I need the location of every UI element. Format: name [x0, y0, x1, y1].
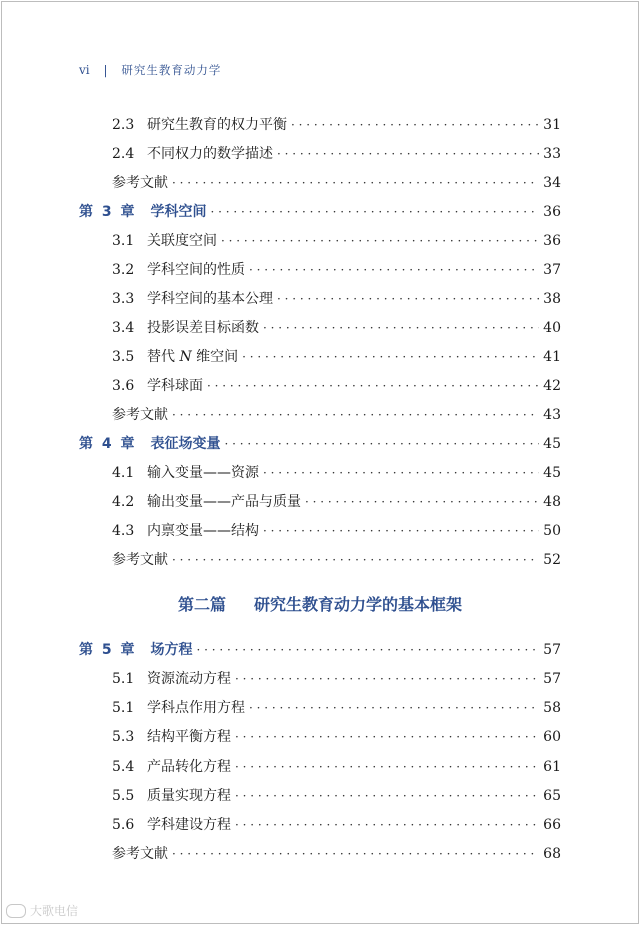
- page-number: vi: [79, 63, 90, 77]
- chapter-label: 第 3 章: [79, 204, 137, 220]
- entry-page: 50: [543, 523, 561, 539]
- part-label: 第二篇: [177, 595, 226, 614]
- section-number: 3.6: [112, 378, 135, 394]
- entry-page: 42: [543, 378, 561, 394]
- toc-references[interactable]: [112, 844, 561, 864]
- toc-entry[interactable]: [112, 786, 561, 806]
- toc-chapter[interactable]: [79, 434, 561, 454]
- entry-page: 36: [543, 204, 561, 220]
- section-number: 3.4: [112, 320, 135, 336]
- dot-leader: [221, 231, 539, 251]
- entry-page: 43: [543, 407, 561, 423]
- section-number: 5.6: [112, 817, 135, 833]
- entry-title-suffix: 维空间: [191, 349, 239, 365]
- toc-references[interactable]: [112, 405, 561, 425]
- dot-leader: [263, 318, 539, 338]
- header-separator: |: [103, 63, 108, 77]
- dot-leader: [172, 173, 539, 193]
- entry-page: 66: [543, 817, 561, 833]
- entry-title: 研究生教育的权力平衡: [147, 117, 287, 133]
- toc-entry[interactable]: [112, 757, 561, 777]
- entry-title: 输出变量——产品与质量: [147, 494, 301, 510]
- entry-page: 57: [543, 642, 561, 658]
- dot-leader: [235, 815, 539, 835]
- section-number: 5.3: [112, 729, 135, 745]
- entry-page: 61: [543, 759, 561, 775]
- entry-page: 37: [543, 262, 561, 278]
- dot-leader: [249, 698, 539, 718]
- entry-title: 学科建设方程: [147, 817, 231, 833]
- dot-leader: [242, 347, 539, 367]
- toc-entry[interactable]: [112, 289, 561, 309]
- section-number: 5.4: [112, 759, 135, 775]
- dot-leader: [291, 115, 539, 135]
- entry-page: 34: [543, 175, 561, 191]
- dot-leader: [277, 289, 539, 309]
- watermark: [6, 902, 78, 919]
- toc-chapter[interactable]: [79, 202, 561, 222]
- toc-entry[interactable]: [112, 727, 561, 747]
- toc-chapter[interactable]: [79, 640, 561, 660]
- dot-leader: [207, 376, 539, 396]
- entry-title: 学科空间的性质: [147, 262, 245, 278]
- toc-entry[interactable]: [112, 815, 561, 835]
- entry-page: 38: [543, 291, 561, 307]
- toc-entry[interactable]: [112, 347, 561, 367]
- entry-title-prefix: 替代: [147, 349, 180, 365]
- entry-page: 57: [543, 671, 561, 687]
- dot-leader: [263, 521, 539, 541]
- toc-entry[interactable]: [112, 260, 561, 280]
- entry-title: 质量实现方程: [147, 788, 231, 804]
- toc-entry[interactable]: [112, 463, 561, 483]
- entry-title: 结构平衡方程: [147, 729, 231, 745]
- entry-page: 31: [543, 117, 561, 133]
- dot-leader: [197, 640, 540, 660]
- entry-page: 48: [543, 494, 561, 510]
- section-number: 2.3: [112, 117, 135, 133]
- dot-leader: [235, 727, 539, 747]
- entry-page: 45: [543, 436, 561, 452]
- entry-title: 内禀变量——结构: [147, 523, 259, 539]
- section-number: 4.2: [112, 494, 135, 510]
- chapter-label: 第 5 章: [79, 642, 137, 658]
- section-number: 4.1: [112, 465, 135, 481]
- toc-references[interactable]: [112, 173, 561, 193]
- entry-title: 参考文献: [112, 407, 168, 423]
- entry-title: 投影误差目标函数: [147, 320, 259, 336]
- dot-leader: [225, 434, 540, 454]
- section-number: 3.5: [112, 349, 135, 365]
- entry-title: 不同权力的数学描述: [147, 146, 273, 162]
- part-heading: [0, 592, 640, 615]
- entry-page: 41: [543, 349, 561, 365]
- entry-page: 68: [543, 846, 561, 862]
- entry-page: 40: [543, 320, 561, 336]
- entry-title: 学科点作用方程: [147, 700, 245, 716]
- dot-leader: [172, 844, 539, 864]
- chapter-title: 表征场变量: [150, 436, 221, 452]
- entry-page: 52: [543, 552, 561, 568]
- toc-entry[interactable]: [112, 144, 561, 164]
- toc-entry[interactable]: [112, 231, 561, 251]
- dot-leader: [263, 463, 539, 483]
- entry-title: 参考文献: [112, 175, 168, 191]
- section-number: 3.2: [112, 262, 135, 278]
- dot-leader: [235, 669, 539, 689]
- entry-page: 65: [543, 788, 561, 804]
- entry-title: 学科球面: [147, 378, 203, 394]
- section-number: 5.1: [112, 671, 135, 687]
- entry-page: 33: [543, 146, 561, 162]
- entry-page: 60: [543, 729, 561, 745]
- toc-entry[interactable]: [112, 669, 561, 689]
- entry-page: 36: [543, 233, 561, 249]
- dot-leader: [211, 202, 540, 222]
- entry-page: 58: [543, 700, 561, 716]
- toc-entry[interactable]: [112, 318, 561, 338]
- watermark-logo-icon: [6, 904, 26, 918]
- section-number: 3.1: [112, 233, 135, 249]
- entry-title: 资源流动方程: [147, 671, 231, 687]
- dot-leader: [235, 786, 539, 806]
- entry-title: 参考文献: [112, 552, 168, 568]
- entry-title: 输入变量——资源: [147, 465, 259, 481]
- toc-entry[interactable]: [112, 521, 561, 541]
- section-number: 4.3: [112, 523, 135, 539]
- part-title: 研究生教育动力学的基本框架: [254, 595, 463, 614]
- toc-entry[interactable]: [112, 115, 561, 135]
- entry-title: [147, 347, 238, 367]
- dot-leader: [172, 405, 539, 425]
- chapter-label: 第 4 章: [79, 436, 137, 452]
- chapter-title: 场方程: [150, 642, 193, 658]
- entry-title: 产品转化方程: [147, 759, 231, 775]
- toc-references[interactable]: [112, 550, 561, 570]
- entry-title: 学科空间的基本公理: [147, 291, 273, 307]
- entry-page: 45: [543, 465, 561, 481]
- toc-entry[interactable]: [112, 492, 561, 512]
- section-number: 3.3: [112, 291, 135, 307]
- toc-entry[interactable]: [112, 376, 561, 396]
- entry-title: 参考文献: [112, 846, 168, 862]
- section-number: 2.4: [112, 146, 135, 162]
- math-variable: N: [179, 349, 192, 365]
- watermark-text: 大歌电信: [30, 904, 79, 918]
- section-number: 5.1: [112, 700, 135, 716]
- chapter-title: 学科空间: [150, 204, 207, 220]
- entry-title: 关联度空间: [147, 233, 217, 249]
- running-head: [79, 62, 221, 78]
- section-number: 5.5: [112, 788, 135, 804]
- dot-leader: [235, 757, 539, 777]
- dot-leader: [249, 260, 539, 280]
- dot-leader: [172, 550, 539, 570]
- book-title: 研究生教育动力学: [121, 63, 222, 77]
- dot-leader: [277, 144, 539, 164]
- toc-entry[interactable]: [112, 698, 561, 718]
- dot-leader: [305, 492, 539, 512]
